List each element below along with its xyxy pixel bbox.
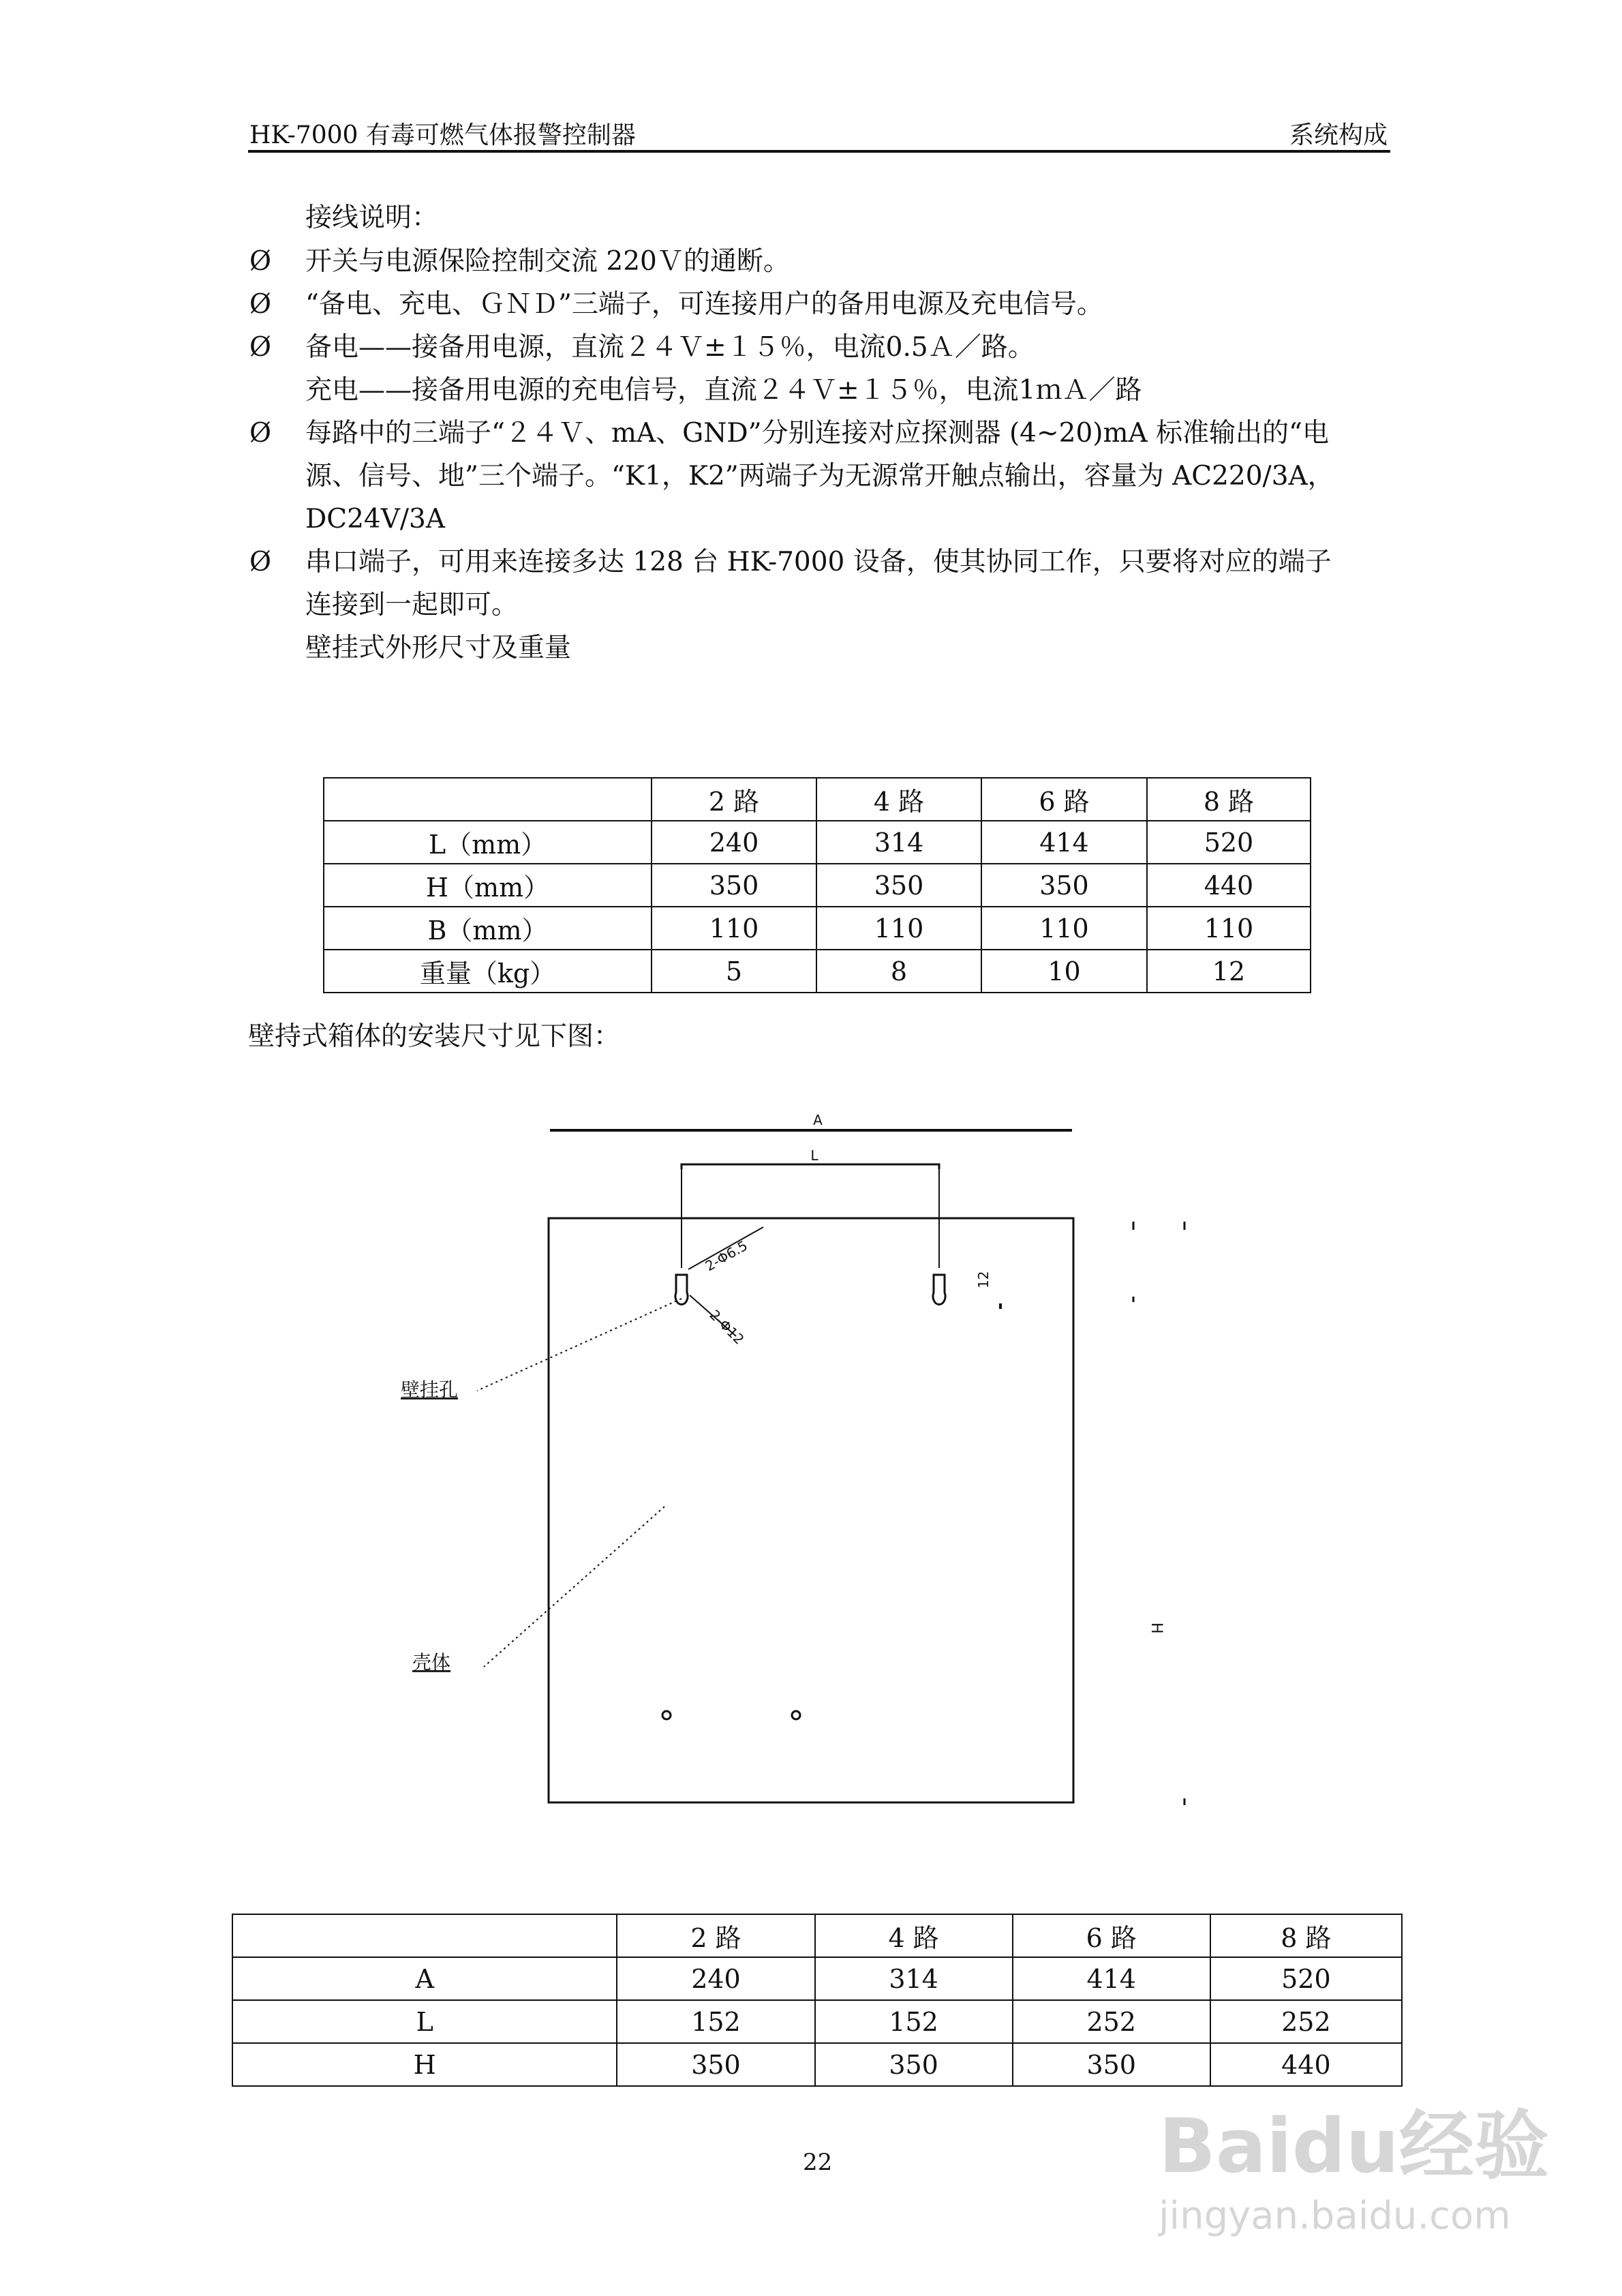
table-cell: 重量（kg） xyxy=(324,950,652,993)
label-shell: 壳体 xyxy=(412,1651,451,1674)
wiring-line: 连接到一起即可。 xyxy=(305,590,519,620)
table-header-row xyxy=(232,1914,1402,1957)
table-cell: 414 xyxy=(1013,1957,1210,2000)
table-cell: 350 xyxy=(1013,2043,1210,2086)
wiring-line: 开关与电源保险控制交流 220Ｖ的通断。 xyxy=(305,246,790,277)
page-number: 22 xyxy=(803,2149,833,2176)
table-cell: 440 xyxy=(1147,864,1311,907)
table-cell: 110 xyxy=(1147,907,1311,950)
cabinet-outline xyxy=(549,1218,1073,1802)
bullet-icon: Ø xyxy=(249,246,271,277)
screw-right xyxy=(792,1711,800,1719)
wiring-line: 串口端子，可用来连接多达 128 台 HK-7000 设备，使其协同工作，只要将对应的端子 xyxy=(305,547,1332,577)
table-cell: L（mm） xyxy=(324,821,652,864)
watermark-url: jingyan.baidu.com xyxy=(1159,2194,1511,2238)
table-cell: 5 xyxy=(652,950,816,993)
table-row xyxy=(232,2000,1402,2043)
table-row xyxy=(232,1957,1402,2000)
wiring-line: 备电——接备用电源，直流２４Ｖ±１５％，电流0.5Ａ／路。 xyxy=(305,332,1035,363)
table-cell: 414 xyxy=(981,821,1147,864)
bullet-icon: Ø xyxy=(249,332,271,363)
bullet-icon: Ø xyxy=(249,418,271,449)
table-cell: 6 路 xyxy=(1013,1914,1210,1957)
table-cell: 314 xyxy=(816,821,981,864)
wiring-line: “备电、充电、ＧＮＤ”三端子，可连接用户的备用电源及充电信号。 xyxy=(305,289,1103,320)
label-l: L xyxy=(810,1147,818,1164)
table-cell: 4 路 xyxy=(815,1914,1013,1957)
table-row xyxy=(232,2043,1402,2086)
table-cell: 350 xyxy=(981,864,1147,907)
label-a: A xyxy=(813,1112,823,1128)
table-cell: 2 路 xyxy=(617,1914,814,1957)
leader-hole xyxy=(477,1299,682,1391)
table-cell: 252 xyxy=(1013,2000,1210,2043)
table-cell: 252 xyxy=(1210,2000,1402,2043)
mounting-hole-left xyxy=(675,1275,688,1304)
header-section: 系统构成 xyxy=(1289,121,1388,149)
watermark xyxy=(1159,2086,1549,2238)
table-cell: 350 xyxy=(617,2043,814,2086)
label-dim-3: 12 xyxy=(975,1271,992,1288)
table-cell: 110 xyxy=(652,907,816,950)
installation-dimension-table xyxy=(232,1914,1403,2087)
wiring-line: DC24V/3A xyxy=(305,504,446,534)
wiring-line: 源、信号、地”三个端子。“K1，K2”两端子为无源常开触点输出，容量为 AC220/3A， xyxy=(305,461,1334,492)
table-cell xyxy=(232,1914,617,1957)
wiring-line: 壁挂式外形尺寸及重量 xyxy=(305,633,572,663)
table-cell: 350 xyxy=(815,2043,1013,2086)
table-cell: 6 路 xyxy=(981,778,1147,821)
table-cell: 152 xyxy=(815,2000,1013,2043)
table-cell: 240 xyxy=(617,1957,814,2000)
table-cell: 8 xyxy=(816,950,981,993)
wiring-title: 接线说明： xyxy=(305,202,439,233)
table-cell: 520 xyxy=(1210,1957,1402,2000)
table-cell: 350 xyxy=(816,864,981,907)
label-dim-2: 2-Φ12 xyxy=(706,1306,748,1348)
install-caption: 壁持式箱体的安装尺寸见下图： xyxy=(248,1021,621,1052)
table-cell: 110 xyxy=(981,907,1147,950)
wiring-line: 充电——接备用电源的充电信号，直流２４Ｖ±１５％，电流1ｍＡ／路 xyxy=(305,375,1142,406)
table-cell: 4 路 xyxy=(816,778,981,821)
label-mounting-hole: 壁挂孔 xyxy=(401,1378,459,1401)
table-cell: H（mm） xyxy=(324,864,652,907)
leader-shell xyxy=(484,1507,664,1667)
table-cell: A xyxy=(232,1957,617,2000)
table-cell: H xyxy=(232,2043,617,2086)
bullet-icon: Ø xyxy=(249,547,271,577)
label-h: H xyxy=(1148,1622,1165,1634)
table-cell: 440 xyxy=(1210,2043,1402,2086)
table-cell: 152 xyxy=(617,2000,814,2043)
table-cell: B（mm） xyxy=(324,907,652,950)
table-cell: 2 路 xyxy=(652,778,816,821)
table-cell: 520 xyxy=(1147,821,1311,864)
wiring-line: 每路中的三端子“２４Ｖ、mA、GND”分别连接对应探测器 (4~20)mA 标准输出的“电 xyxy=(305,418,1329,449)
table-cell: 350 xyxy=(652,864,816,907)
watermark-brand: Baidu经验 xyxy=(1159,2102,1549,2190)
mounting-hole-right xyxy=(933,1275,945,1304)
screw-left xyxy=(662,1711,671,1719)
table-cell: 110 xyxy=(816,907,981,950)
table-cell: 8 路 xyxy=(1210,1914,1402,1957)
header-title: HK-7000 有毒可燃气体报警控制器 xyxy=(249,121,636,149)
table-cell: 10 xyxy=(981,950,1147,993)
bullet-icon: Ø xyxy=(249,289,271,320)
dimension-bracket-l xyxy=(682,1164,939,1169)
table-cell: 8 路 xyxy=(1147,778,1311,821)
table-cell: 314 xyxy=(815,1957,1013,2000)
table-cell: 12 xyxy=(1147,950,1311,993)
label-dim-1: 2-Φ6.5 xyxy=(702,1237,750,1275)
table-cell: L xyxy=(232,2000,617,2043)
table-cell: 240 xyxy=(652,821,816,864)
